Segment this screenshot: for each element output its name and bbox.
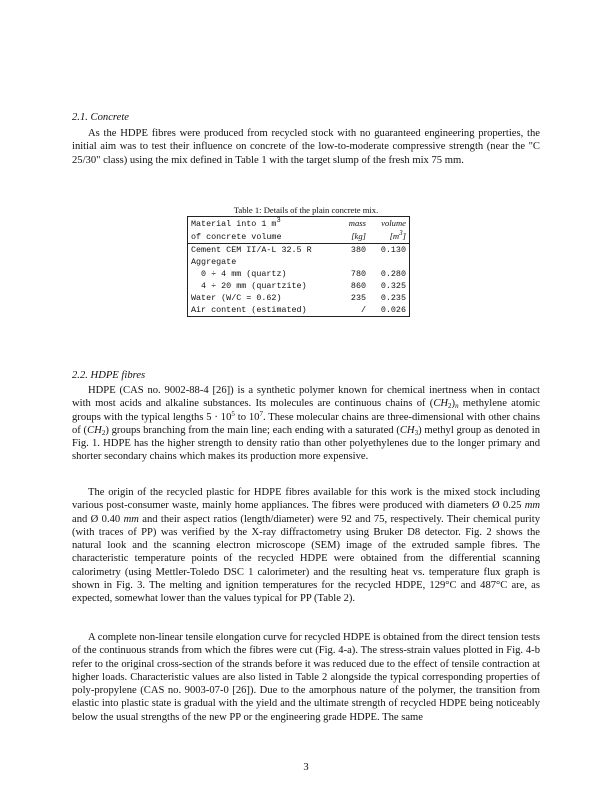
cell-mass: 860 [350, 281, 366, 291]
cell-volume: 0.325 [380, 281, 406, 291]
cell-mass: 780 [350, 269, 366, 279]
table-header-material: Material into 1 $m^3$ [191, 217, 281, 229]
table-row [188, 244, 410, 257]
table-header-row-2 [188, 230, 410, 244]
fibres-paragraph-1: HDPE (CAS no. 9002-88-4 [26]) is a synthetic polymer known for chemical inertness when in contact with most acids and alkaline substances. Its molecules are continuous chains of $(CH_2)_n$ methylene atomic groups with the typical lengths $5 \cdot 10^5$ to $10^7$. These molecular chains are three-dimensional with other chains of $(CH_2)$ groups branching from the main line; each ending with a saturated $(CH_3)$ methyl group as denoted in Fig. 1. HDPE has the higher strength to density ratio than other polyethylenes due to the longer primary and shorter secondary chains which makes its production more expensive. [72, 385, 541, 463]
fibres-paragraph-3-text: A complete non-linear tensile elongation curve for recycled HDPE is obtained from the direct tension tests of the continuous strands from which the fibres were cut (Fig. 4-a). The stress-strain values plotted in Fig. 4-b refer to the original cross-section of the strands before it was reduced due to the effect of tensile contraction at higher loads. Characteristic values are also listed in Table 2 alongside the typical corresponding properties of poly-propylene (CAS no. 9003-07-0 [26]). Due to the amorphous nature of the polymer, the transition from elastic into plastic state is gradual with the yield and the ultimate strength of recycled HDPE being noticeably below the usual strengths of the new PP or the engineering grade HDPE. The same [72, 632, 540, 723]
cell-mass: 380 [350, 245, 366, 255]
table-row [188, 280, 410, 292]
cell-material: Air content (estimated) [191, 305, 307, 315]
concrete-mix-table [187, 216, 410, 317]
table-header-volume: volume [381, 218, 406, 228]
table-row [188, 292, 410, 304]
concrete-paragraph-text: As the HDPE fibres were produced from recycled stock with no guaranteed engineering properties, the initial aim was to test their influence on concrete of the low-to-moderate compressive strength (near the "C 25/30" class) using the mix defined in Table 1 with the target slump of the fresh mix 75 mm. [72, 128, 540, 166]
cell-volume: 0.280 [380, 269, 406, 279]
table-row [188, 256, 410, 268]
header-sup: 3 [276, 217, 281, 225]
cell-material: Water (W/C = 0.62) [191, 293, 282, 303]
cell-mass: / [360, 305, 366, 315]
table-header-row-1 [188, 217, 410, 231]
page-number: 3 [303, 762, 309, 773]
table-header-mass-unit: [kg] [333, 230, 369, 244]
table-row [188, 304, 410, 317]
cell-volume [369, 256, 410, 268]
table-header-mass: mass [348, 218, 366, 228]
table-header-material-2: of concrete volume [188, 230, 334, 244]
cell-material: 4 ÷ 20 mm (quartzite) [191, 281, 307, 291]
table-caption: Table 1: Details of the plain concrete mix. [233, 205, 379, 215]
table-header-volume-unit: $[m^3]$ [369, 230, 410, 244]
cell-volume: 0.026 [380, 305, 406, 315]
concrete-paragraph [72, 127, 540, 167]
section-heading-concrete: 2.1. Concrete [72, 112, 129, 123]
cell-material: Aggregate [191, 257, 237, 267]
section-heading-hdpe-fibres: 2.2. HDPE fibres [72, 370, 146, 381]
fibres-paragraph-2: The origin of the recycled plastic for HDPE fibres available for this work is the mixed stock including various post-consumer waste, mainly home appliances. The fibres were produced with diameters Ø 0.25 mm and Ø 0.40 mm and their aspect ratios (length/diameter) were 92 and 75, respectively. Their chemical purity (with traces of PP) was verified by the X-ray diffractometry using Bruker D8 detector. Fig. 2 shows the natural look and the scanning electron microscope (SEM) image of the extruded sample fibres. The characteristic temperature points of the recycled HDPE were obtained from the differential scanning calorimetry (using Mettler-Toledo DSC 1 calorimeter) and the resulting heat vs. temperature flux graph is shown in Fig. 3. The melting and ignition temperatures for the recycled HDPE, 129°C and 487°C are, as expected, somewhat lower than the values typical for PP (Table 2). [72, 487, 540, 604]
cell-material: 0 ÷ 4 mm (quartz) [191, 269, 287, 279]
table-row [188, 268, 410, 280]
cell-volume: 0.235 [380, 293, 406, 303]
cell-volume: 0.130 [380, 245, 406, 255]
fibres-paragraph-3 [72, 631, 540, 724]
cell-mass: 235 [350, 293, 366, 303]
cell-material: Cement CEM II/A-L 32.5 R [191, 245, 312, 255]
cell-mass [333, 256, 369, 268]
